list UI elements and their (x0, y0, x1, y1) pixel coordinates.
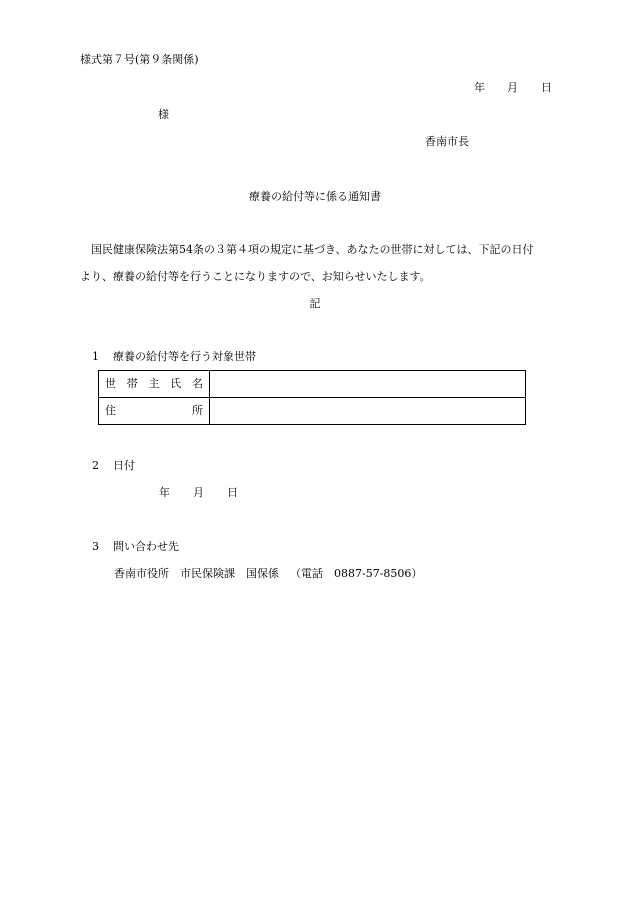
effective-date-month-label: 月 (193, 486, 204, 499)
ki-notation: 記 (309, 297, 321, 310)
effective-date-year-label: 年 (159, 486, 170, 499)
householder-name-label: 世帯主氏名 (99, 371, 210, 398)
document-title: 療養の給付等に係る通知書 (249, 190, 381, 203)
form-number: 様式第７号(第９条関係) (80, 53, 199, 66)
section-1-number: 1 (92, 350, 99, 363)
section-2-heading (92, 459, 135, 473)
section-2-title: 日付 (113, 459, 135, 472)
householder-name-field[interactable] (210, 371, 526, 398)
table-row (99, 398, 526, 425)
addressee-honorific: 様 (158, 108, 169, 121)
issue-date-day-label: 日 (541, 81, 552, 94)
issue-date-year-label: 年 (474, 81, 485, 94)
household-table (98, 370, 526, 425)
section-3-heading (92, 540, 179, 554)
section-2-number: 2 (92, 459, 99, 472)
address-label: 住所 (99, 398, 210, 425)
contact-office: 香南市役所 (114, 567, 169, 580)
section-3-title: 問い合わせ先 (113, 540, 179, 553)
table-row (99, 371, 526, 398)
contact-info (114, 567, 422, 581)
issuer-name: 香南市長 (425, 135, 469, 148)
contact-department: 市民保険課 (180, 567, 235, 580)
section-1-heading (92, 350, 256, 364)
body-text-line-2: より、療養の給付等を行うことになりますので、お知らせいたします。 (80, 270, 431, 283)
contact-section: 国保係 (246, 567, 279, 580)
contact-phone: （電話 0887-57-8506） (290, 567, 423, 580)
effective-date-day-label: 日 (227, 486, 238, 499)
section-3-number: 3 (92, 540, 99, 553)
section-1-title: 療養の給付等を行う対象世帯 (113, 350, 256, 363)
address-field[interactable] (210, 398, 526, 425)
body-text-line-1: 国民健康保険法第54条の３第４項の規定に基づき、あなたの世帯に対しては、下記の日付 (91, 243, 534, 256)
issue-date-month-label: 月 (507, 81, 518, 94)
